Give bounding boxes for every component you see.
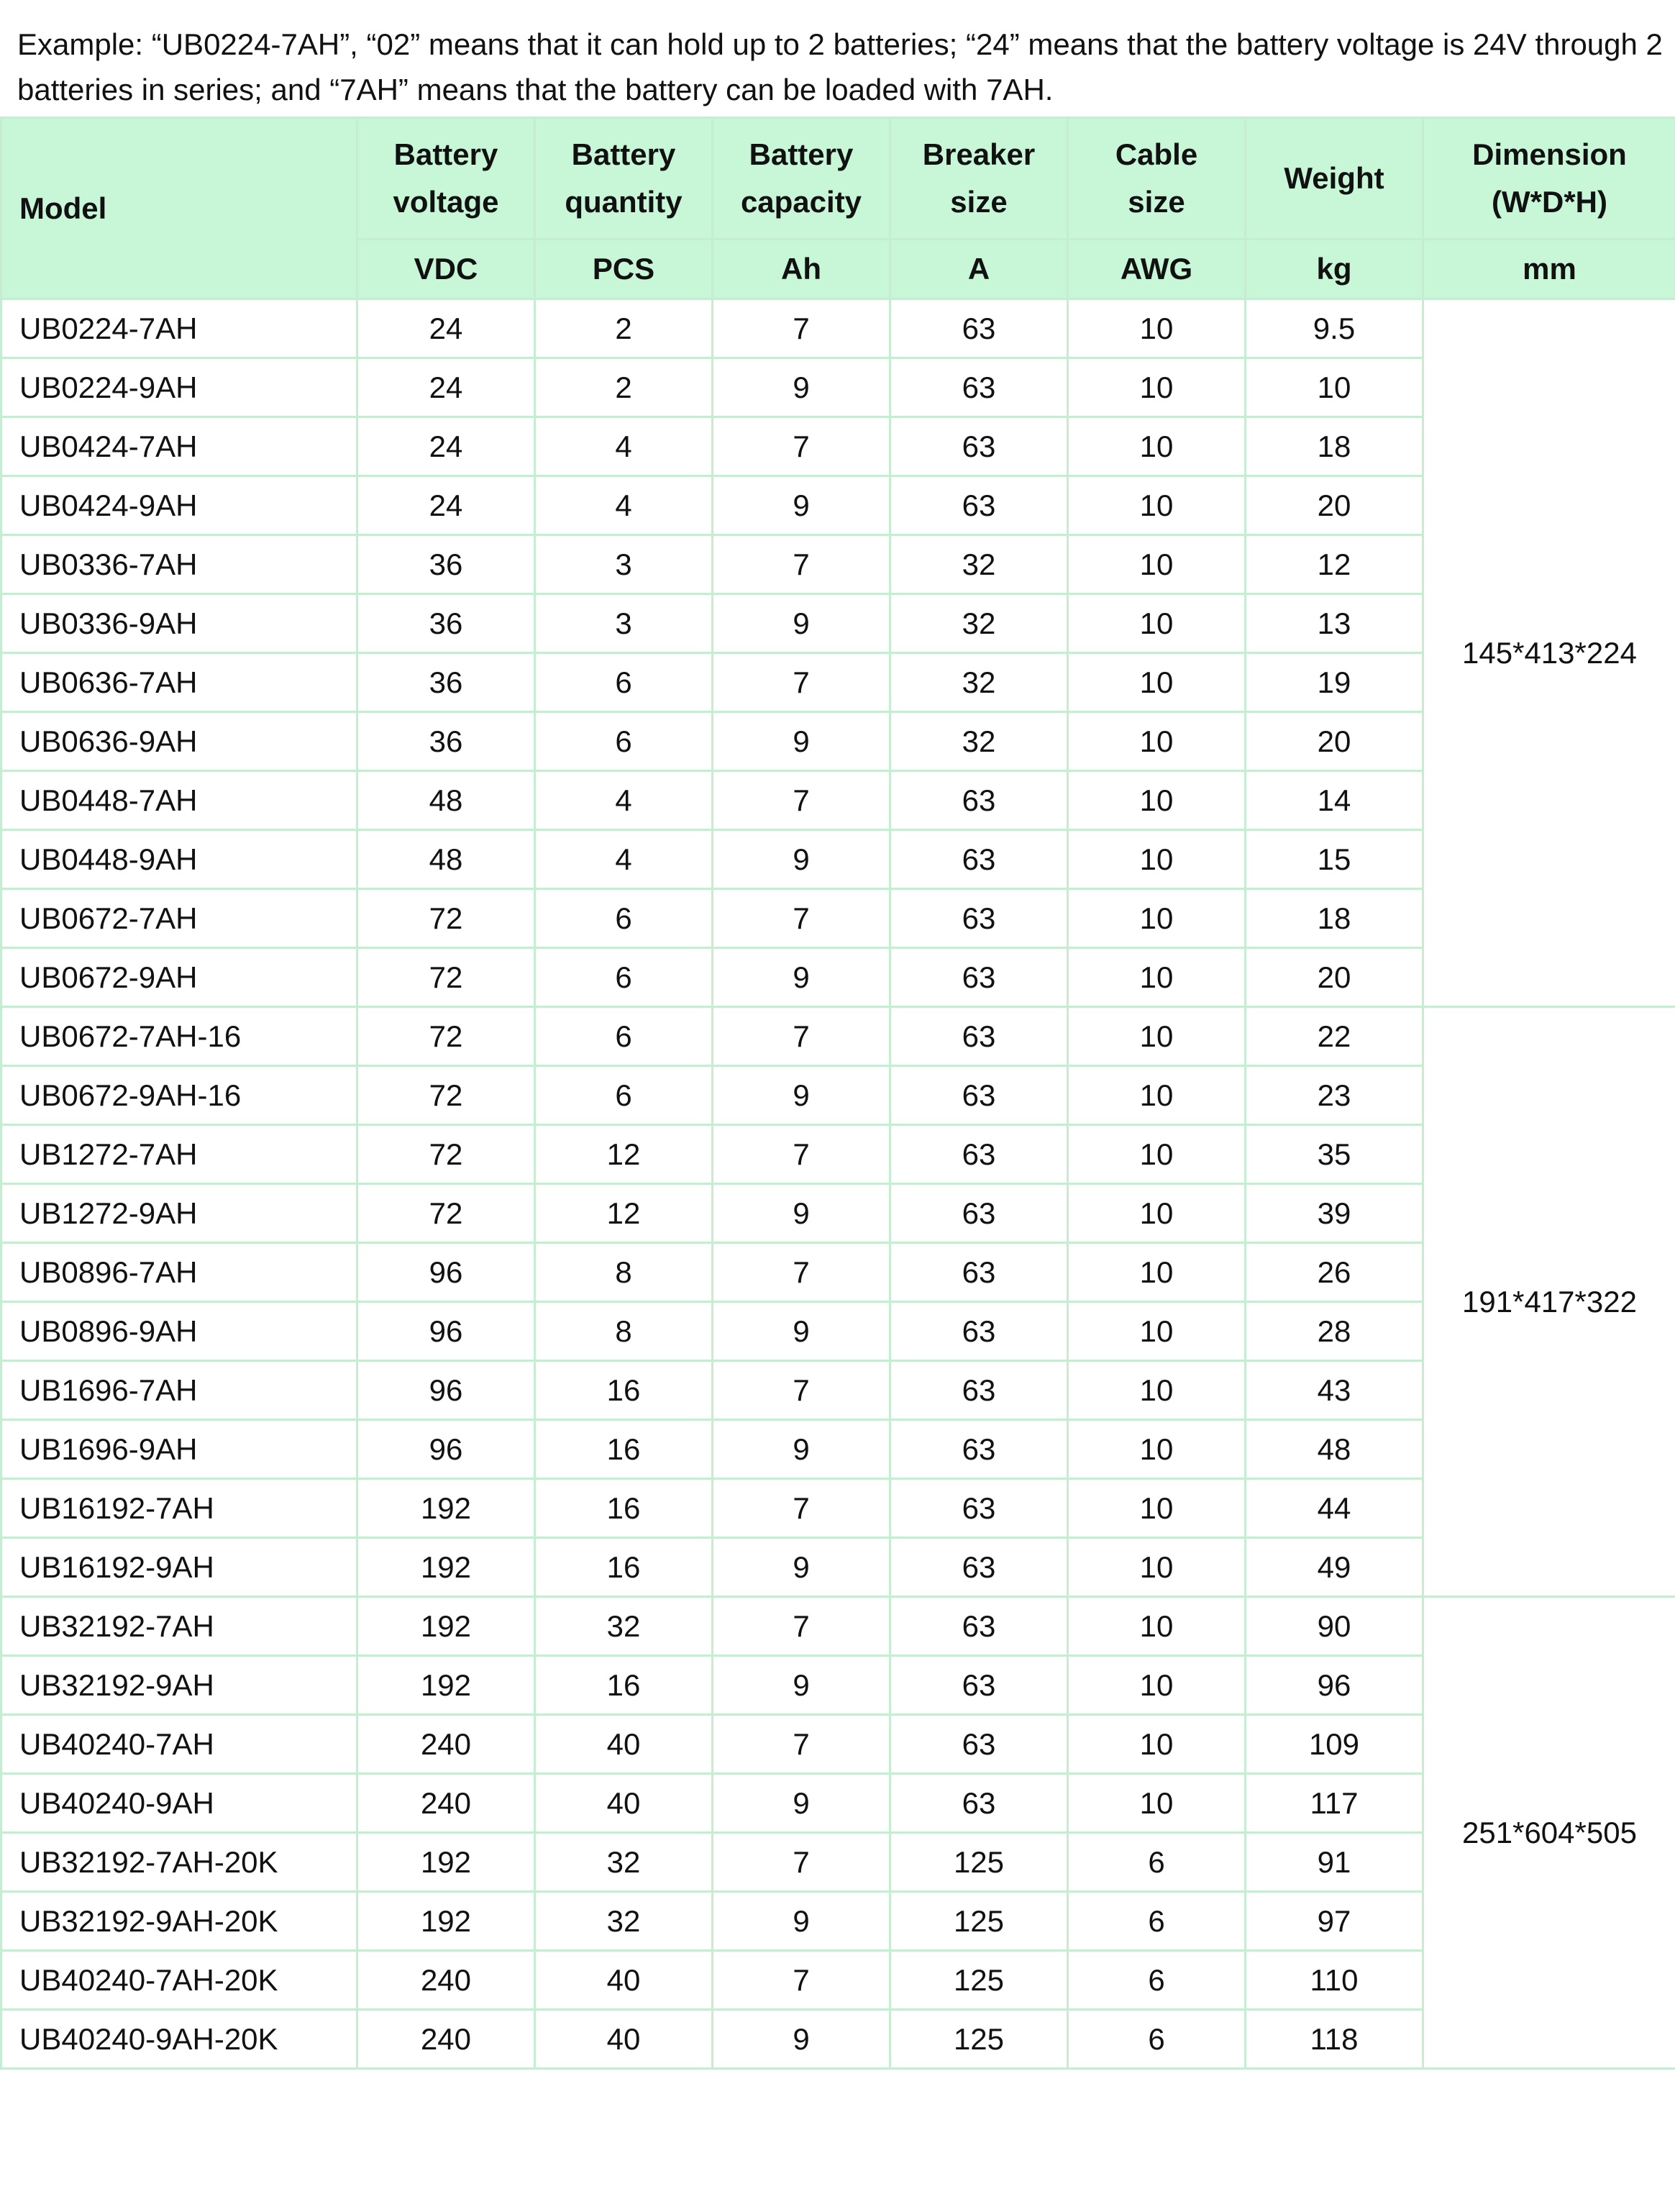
capacity-cell: 9 [713,476,890,535]
cable-cell: 6 [1068,1951,1246,2010]
model-cell: UB0896-7AH [1,1243,357,1302]
weight-cell: 22 [1246,1007,1423,1066]
capacity-cell: 7 [713,771,890,830]
cable-cell: 10 [1068,1184,1246,1243]
weight-cell: 18 [1246,889,1423,948]
cable-cell: 10 [1068,476,1246,535]
weight-cell: 118 [1246,2010,1423,2069]
quantity-cell: 32 [535,1892,713,1951]
quantity-cell: 40 [535,1715,713,1774]
cable-cell: 10 [1068,653,1246,712]
cable-cell: 10 [1068,712,1246,771]
unit-kg: kg [1246,240,1423,299]
weight-cell: 96 [1246,1656,1423,1715]
quantity-cell: 40 [535,1774,713,1833]
voltage-cell: 192 [357,1538,535,1597]
cable-cell: 10 [1068,1243,1246,1302]
model-cell: UB0336-7AH [1,535,357,594]
breaker-cell: 63 [890,417,1068,476]
quantity-cell: 40 [535,1951,713,2010]
weight-cell: 10 [1246,358,1423,417]
capacity-cell: 9 [713,358,890,417]
cable-cell: 10 [1068,1420,1246,1479]
breaker-cell: 63 [890,1715,1068,1774]
quantity-cell: 16 [535,1361,713,1420]
quantity-cell: 16 [535,1479,713,1538]
header-model: Model [1,118,357,299]
weight-cell: 20 [1246,948,1423,1007]
voltage-cell: 48 [357,830,535,889]
model-cell: UB40240-7AH-20K [1,1951,357,2010]
table-row [1,299,1675,358]
voltage-cell: 72 [357,1125,535,1184]
quantity-cell: 6 [535,889,713,948]
voltage-cell: 24 [357,476,535,535]
cable-cell: 10 [1068,1538,1246,1597]
breaker-cell: 63 [890,1361,1068,1420]
model-cell: UB0896-9AH [1,1302,357,1361]
breaker-cell: 63 [890,1007,1068,1066]
quantity-cell: 2 [535,299,713,358]
cable-cell: 10 [1068,1007,1246,1066]
voltage-cell: 72 [357,889,535,948]
weight-cell: 20 [1246,476,1423,535]
weight-cell: 110 [1246,1951,1423,2010]
cable-cell: 6 [1068,1892,1246,1951]
battery-spec-table [0,117,1675,2070]
cable-cell: 10 [1068,1597,1246,1656]
weight-cell: 117 [1246,1774,1423,1833]
quantity-cell: 12 [535,1184,713,1243]
intro-paragraph: Example: “UB0224-7AH”, “02” means that it can hold up to 2 batteries; “24” means that the battery voltage is 24V through 2 batteries in series; and “7AH” means that the battery can be loaded with 7AH. [17,27,1663,106]
voltage-cell: 96 [357,1243,535,1302]
model-cell: UB1696-9AH [1,1420,357,1479]
quantity-cell: 32 [535,1597,713,1656]
breaker-cell: 63 [890,1302,1068,1361]
header-dimension: Dimension (W*D*H) [1423,118,1675,240]
voltage-cell: 240 [357,1715,535,1774]
voltage-cell: 192 [357,1833,535,1892]
table-row [1,1007,1675,1066]
model-cell: UB40240-9AH [1,1774,357,1833]
capacity-cell: 9 [713,948,890,1007]
voltage-cell: 36 [357,712,535,771]
quantity-cell: 8 [535,1302,713,1361]
cable-cell: 6 [1068,2010,1246,2069]
cable-cell: 10 [1068,1302,1246,1361]
weight-cell: 26 [1246,1243,1423,1302]
voltage-cell: 96 [357,1420,535,1479]
breaker-cell: 63 [890,1066,1068,1125]
model-cell: UB0672-9AH-16 [1,1066,357,1125]
weight-cell: 49 [1246,1538,1423,1597]
weight-cell: 35 [1246,1125,1423,1184]
model-cell: UB0672-9AH [1,948,357,1007]
capacity-cell: 9 [713,1420,890,1479]
model-cell: UB32192-7AH [1,1597,357,1656]
voltage-cell: 24 [357,417,535,476]
capacity-cell: 9 [713,1538,890,1597]
capacity-cell: 7 [713,1833,890,1892]
capacity-cell: 7 [713,535,890,594]
dimension-cell: 145*413*224 [1423,299,1675,1007]
model-cell: UB0636-9AH [1,712,357,771]
voltage-cell: 24 [357,299,535,358]
quantity-cell: 4 [535,417,713,476]
breaker-cell: 63 [890,1538,1068,1597]
voltage-cell: 36 [357,594,535,653]
weight-cell: 19 [1246,653,1423,712]
voltage-cell: 36 [357,535,535,594]
breaker-cell: 63 [890,1125,1068,1184]
voltage-cell: 192 [357,1597,535,1656]
voltage-cell: 192 [357,1656,535,1715]
dimension-cell: 251*604*505 [1423,1597,1675,2069]
cable-cell: 10 [1068,771,1246,830]
breaker-cell: 63 [890,358,1068,417]
breaker-cell: 63 [890,830,1068,889]
voltage-cell: 48 [357,771,535,830]
quantity-cell: 3 [535,594,713,653]
voltage-cell: 36 [357,653,535,712]
model-cell: UB16192-9AH [1,1538,357,1597]
table-body [1,299,1675,2069]
breaker-cell: 63 [890,1656,1068,1715]
voltage-cell: 240 [357,2010,535,2069]
weight-cell: 9.5 [1246,299,1423,358]
breaker-cell: 32 [890,712,1068,771]
quantity-cell: 32 [535,1833,713,1892]
weight-cell: 15 [1246,830,1423,889]
cable-cell: 10 [1068,299,1246,358]
header-weight: Weight [1246,118,1423,240]
cable-cell: 10 [1068,830,1246,889]
voltage-cell: 192 [357,1479,535,1538]
capacity-cell: 7 [713,1597,890,1656]
header-breaker-size: Breaker size [890,118,1068,240]
quantity-cell: 4 [535,830,713,889]
weight-cell: 28 [1246,1302,1423,1361]
capacity-cell: 9 [713,1066,890,1125]
quantity-cell: 3 [535,535,713,594]
capacity-cell: 7 [713,299,890,358]
breaker-cell: 63 [890,771,1068,830]
capacity-cell: 7 [713,1479,890,1538]
capacity-cell: 9 [713,594,890,653]
unit-awg: AWG [1068,240,1246,299]
weight-cell: 43 [1246,1361,1423,1420]
breaker-cell: 63 [890,889,1068,948]
weight-cell: 39 [1246,1184,1423,1243]
model-cell: UB40240-9AH-20K [1,2010,357,2069]
weight-cell: 13 [1246,594,1423,653]
capacity-cell: 7 [713,889,890,948]
unit-mm: mm [1423,240,1675,299]
weight-cell: 48 [1246,1420,1423,1479]
capacity-cell: 7 [713,653,890,712]
breaker-cell: 63 [890,1479,1068,1538]
model-cell: UB0636-7AH [1,653,357,712]
capacity-cell: 7 [713,1243,890,1302]
breaker-cell: 63 [890,1184,1068,1243]
breaker-cell: 63 [890,299,1068,358]
cable-cell: 10 [1068,1656,1246,1715]
cable-cell: 10 [1068,1479,1246,1538]
cable-cell: 10 [1068,889,1246,948]
capacity-cell: 7 [713,1715,890,1774]
capacity-cell: 7 [713,417,890,476]
quantity-cell: 4 [535,476,713,535]
cable-cell: 10 [1068,948,1246,1007]
weight-cell: 14 [1246,771,1423,830]
quantity-cell: 16 [535,1656,713,1715]
breaker-cell: 63 [890,948,1068,1007]
cable-cell: 10 [1068,358,1246,417]
weight-cell: 109 [1246,1715,1423,1774]
model-cell: UB0424-7AH [1,417,357,476]
capacity-cell: 9 [713,1656,890,1715]
cable-cell: 10 [1068,1361,1246,1420]
weight-cell: 44 [1246,1479,1423,1538]
model-cell: UB16192-7AH [1,1479,357,1538]
cable-cell: 10 [1068,535,1246,594]
quantity-cell: 6 [535,948,713,1007]
model-cell: UB40240-7AH [1,1715,357,1774]
capacity-cell: 9 [713,2010,890,2069]
weight-cell: 97 [1246,1892,1423,1951]
breaker-cell: 32 [890,594,1068,653]
cable-cell: 10 [1068,594,1246,653]
voltage-cell: 240 [357,1774,535,1833]
cable-cell: 10 [1068,1715,1246,1774]
voltage-cell: 96 [357,1361,535,1420]
breaker-cell: 32 [890,653,1068,712]
capacity-cell: 7 [713,1125,890,1184]
weight-cell: 91 [1246,1833,1423,1892]
capacity-cell: 9 [713,1774,890,1833]
weight-cell: 90 [1246,1597,1423,1656]
model-cell: UB0224-9AH [1,358,357,417]
capacity-cell: 9 [713,830,890,889]
breaker-cell: 63 [890,1243,1068,1302]
weight-cell: 23 [1246,1066,1423,1125]
model-cell: UB0448-9AH [1,830,357,889]
quantity-cell: 6 [535,653,713,712]
unit-ah: Ah [713,240,890,299]
header-cable-size: Cable size [1068,118,1246,240]
unit-a: A [890,240,1068,299]
quantity-cell: 6 [535,1066,713,1125]
model-cell: UB1272-7AH [1,1125,357,1184]
voltage-cell: 192 [357,1892,535,1951]
quantity-cell: 16 [535,1420,713,1479]
cable-cell: 10 [1068,417,1246,476]
voltage-cell: 96 [357,1302,535,1361]
cable-cell: 10 [1068,1125,1246,1184]
weight-cell: 18 [1246,417,1423,476]
model-cell: UB0448-7AH [1,771,357,830]
quantity-cell: 40 [535,2010,713,2069]
header-row [1,118,1675,240]
model-cell: UB32192-9AH [1,1656,357,1715]
capacity-cell: 9 [713,1302,890,1361]
weight-cell: 12 [1246,535,1423,594]
unit-vdc: VDC [357,240,535,299]
capacity-cell: 7 [713,1361,890,1420]
voltage-cell: 240 [357,1951,535,2010]
capacity-cell: 9 [713,712,890,771]
cable-cell: 10 [1068,1774,1246,1833]
breaker-cell: 125 [890,1833,1068,1892]
voltage-cell: 72 [357,1184,535,1243]
weight-cell: 20 [1246,712,1423,771]
capacity-cell: 9 [713,1892,890,1951]
quantity-cell: 2 [535,358,713,417]
table-row [1,1597,1675,1656]
quantity-cell: 6 [535,1007,713,1066]
breaker-cell: 125 [890,2010,1068,2069]
capacity-cell: 9 [713,1184,890,1243]
quantity-cell: 6 [535,712,713,771]
capacity-cell: 7 [713,1007,890,1066]
unit-pcs: PCS [535,240,713,299]
dimension-cell: 191*417*322 [1423,1007,1675,1597]
model-cell: UB1272-9AH [1,1184,357,1243]
model-cell: UB0424-9AH [1,476,357,535]
cable-cell: 6 [1068,1833,1246,1892]
breaker-cell: 63 [890,1774,1068,1833]
quantity-cell: 12 [535,1125,713,1184]
cable-cell: 10 [1068,1066,1246,1125]
model-cell: UB0672-7AH [1,889,357,948]
model-cell: UB0672-7AH-16 [1,1007,357,1066]
model-cell: UB0224-7AH [1,299,357,358]
breaker-cell: 125 [890,1951,1068,2010]
quantity-cell: 16 [535,1538,713,1597]
model-cell: UB0336-9AH [1,594,357,653]
breaker-cell: 63 [890,1597,1068,1656]
voltage-cell: 72 [357,1066,535,1125]
model-cell: UB32192-7AH-20K [1,1833,357,1892]
header-battery-voltage: Battery voltage [357,118,535,240]
quantity-cell: 4 [535,771,713,830]
header-battery-quantity: Battery quantity [535,118,713,240]
breaker-cell: 125 [890,1892,1068,1951]
quantity-cell: 8 [535,1243,713,1302]
breaker-cell: 63 [890,476,1068,535]
voltage-cell: 24 [357,358,535,417]
voltage-cell: 72 [357,1007,535,1066]
voltage-cell: 72 [357,948,535,1007]
breaker-cell: 32 [890,535,1068,594]
capacity-cell: 7 [713,1951,890,2010]
model-cell: UB1696-7AH [1,1361,357,1420]
model-cell: UB32192-9AH-20K [1,1892,357,1951]
header-battery-capacity: Battery capacity [713,118,890,240]
breaker-cell: 63 [890,1420,1068,1479]
